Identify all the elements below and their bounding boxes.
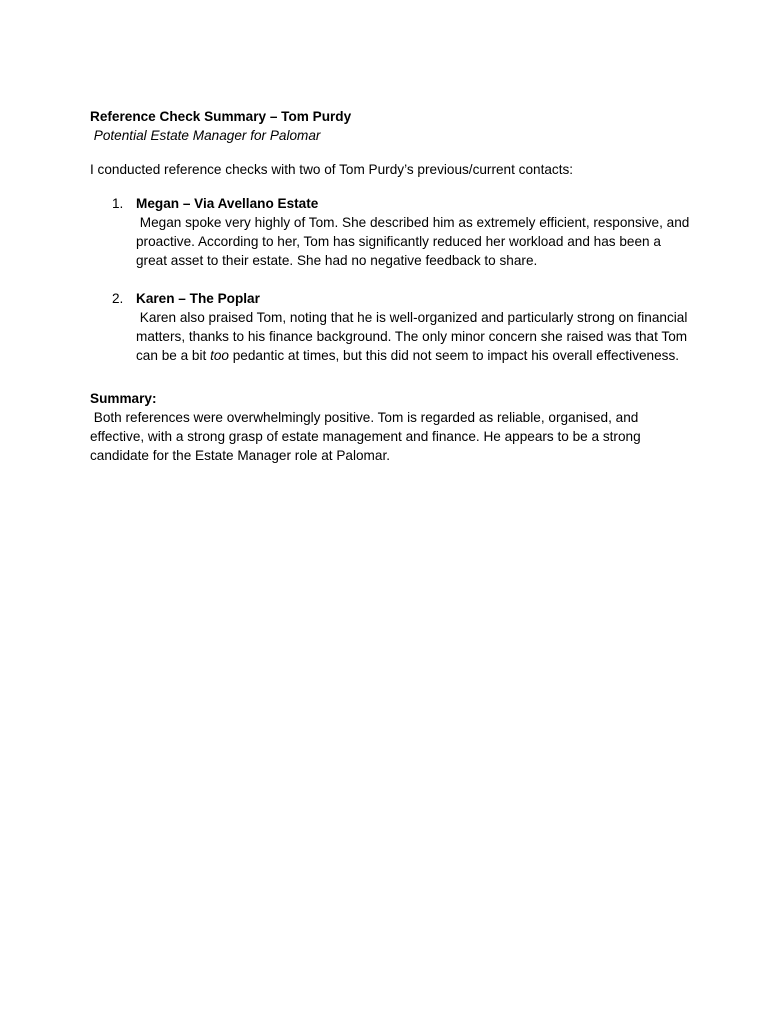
reference-list bbox=[90, 194, 694, 365]
reference-body-text: Karen also praised Tom, noting that he is well-organized and particularly strong on financial matters, thanks to his finance background. The only minor concern she raised was that Tom can be a bit bbox=[136, 310, 692, 363]
reference-body: Megan spoke very highly of Tom. She described him as extremely efficient, responsive, and proactive. According to her, Tom has significantly reduced her workload and has been a great asset to their estate. She had no negative feedback to share. bbox=[136, 215, 694, 268]
list-number: 2. bbox=[112, 291, 124, 306]
document-subtitle: Potential Estate Manager for Palomar bbox=[90, 128, 321, 143]
reference-item-karen bbox=[90, 289, 690, 365]
reference-item-megan bbox=[90, 194, 694, 270]
summary-paragraph: Both references were overwhelmingly positive. Tom is regarded as reliable, organised, and effective, with a strong grasp of estate management and finance. He appears to be a strong candidate for the Estate Manager role at Palomar. bbox=[90, 410, 645, 463]
reference-body-emphasis: too bbox=[210, 348, 229, 363]
reference-body-text: pedantic at times, but this did not seem to impact his overall effectiveness. bbox=[228, 348, 680, 363]
intro-paragraph: I conducted reference checks with two of Tom Purdy’s previous/current contacts: bbox=[90, 162, 574, 177]
document-title: Reference Check Summary – Tom Purdy bbox=[90, 109, 352, 124]
list-number: 1. bbox=[112, 196, 124, 211]
summary-heading: Summary: bbox=[90, 391, 157, 406]
reference-name: Karen – The Poplar bbox=[136, 291, 260, 306]
reference-body bbox=[136, 308, 690, 365]
document-page bbox=[90, 107, 694, 465]
reference-name: Megan – Via Avellano Estate bbox=[136, 196, 319, 211]
